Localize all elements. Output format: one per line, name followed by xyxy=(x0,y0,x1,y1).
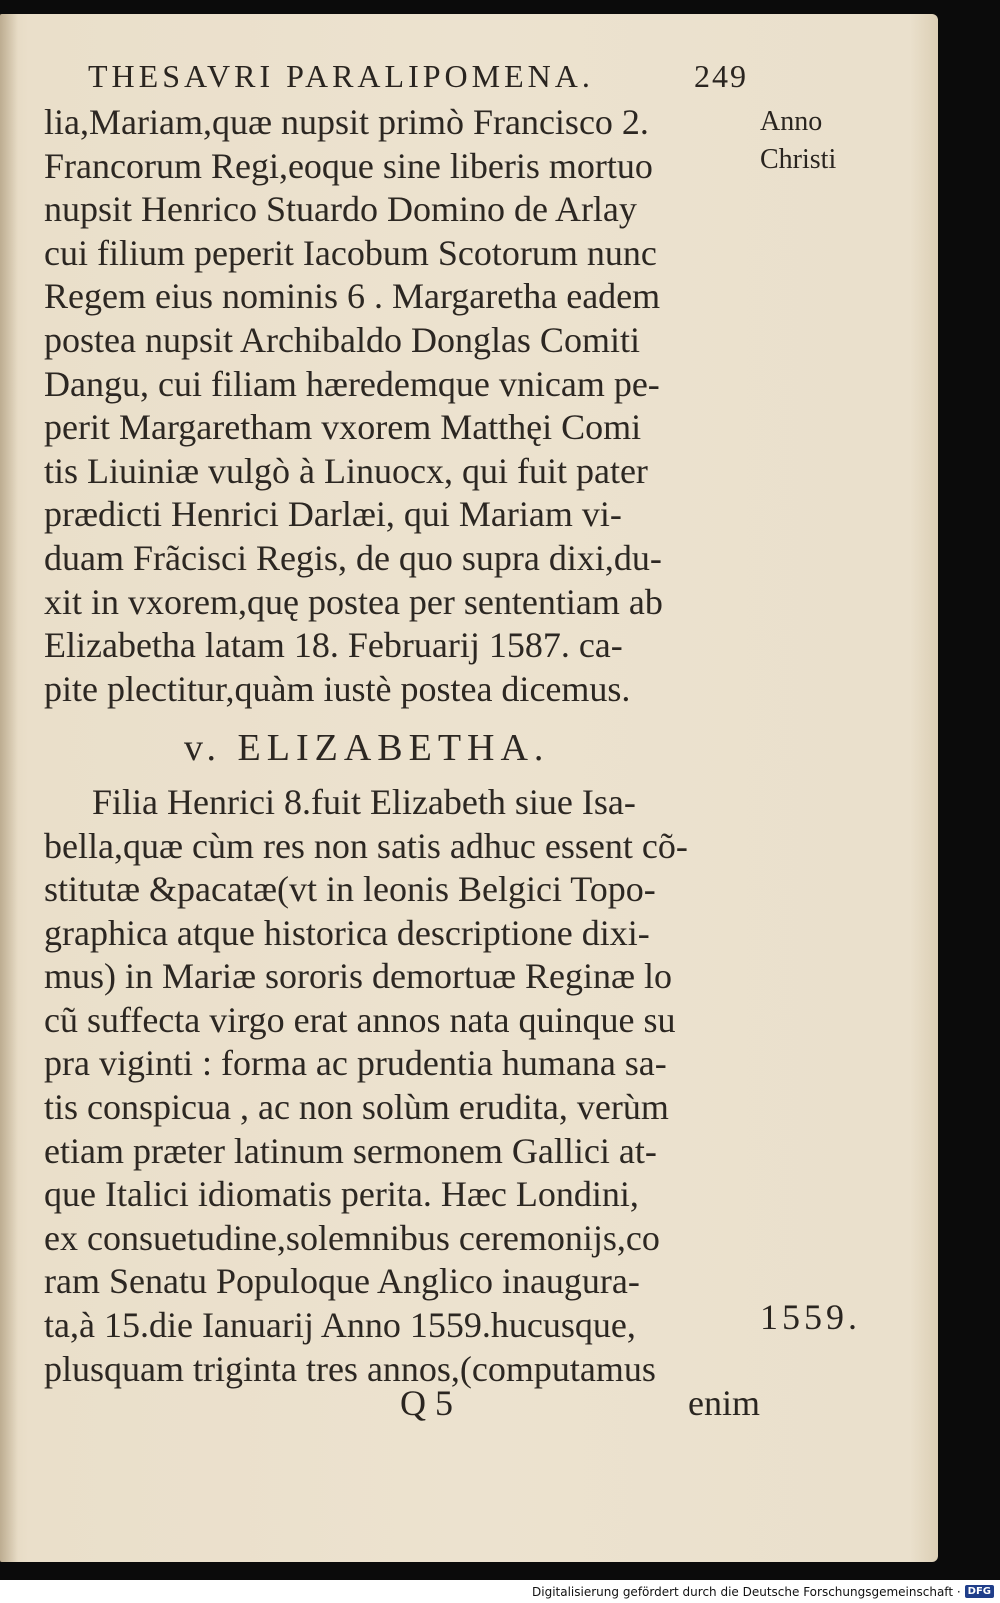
dfg-logo: DFG xyxy=(965,1585,994,1598)
text-line: Regem eius nominis 6 . Margaretha eadem xyxy=(44,276,661,317)
digitization-credit-bar xyxy=(0,1580,1000,1603)
running-head-title: THESAVRI PARALIPOMENA. xyxy=(88,58,594,94)
text-line: pite plectitur,quàm iustè postea dicemus. xyxy=(44,668,631,709)
text-line: Francorum Regi,eoque sine liberis mortuo xyxy=(44,145,653,186)
text-line: Filia Henrici 8.fuit Elizabeth siue Isa- xyxy=(92,781,636,822)
text-line: ta,à 15.die Ianuarij Anno 1559.hucusque, xyxy=(44,1305,636,1346)
text-line: ex consuetudine,solemnibus ceremonijs,co xyxy=(44,1217,660,1258)
text-line: bella,quæ cùm res non satis adhuc essent cõ- xyxy=(44,825,688,866)
text-line: tis Liuiniæ vulgò à Linuocx, qui fuit pater xyxy=(44,450,648,491)
text-line: postea nupsit Archibaldo Donglas Comiti xyxy=(44,319,640,360)
catchword: enim xyxy=(688,1383,760,1423)
text-line: lia,Mariam,quæ nupsit primò Francisco 2. xyxy=(44,102,649,142)
text-line: Dangu, cui filiam hæredemque vnicam pe- xyxy=(44,363,660,404)
text-line: ram Senatu Populoque Anglico inaugura- xyxy=(44,1261,640,1302)
text-line: pra viginti : forma ac prudentia humana sa- xyxy=(44,1043,667,1084)
text-line: xit in vxorem,quę postea per sententiam ab xyxy=(44,581,663,622)
margin-year: 1559. xyxy=(760,1297,861,1337)
running-head xyxy=(88,58,748,95)
text-line: prædicti Henrici Darlæi, qui Mariam vi- xyxy=(44,494,622,535)
page-footer-marks xyxy=(400,1382,760,1424)
section-heading: v. ELIZABETHA. xyxy=(184,727,550,770)
text-line: stitutæ &pacatæ(vt in leonis Belgici Topo- xyxy=(44,869,656,910)
text-line: plusquam triginta tres annos,(computamus xyxy=(44,1348,656,1389)
text-line: duam Frãcisci Regis, de quo supra dixi,du- xyxy=(44,537,662,578)
page-gutter-shadow xyxy=(0,14,18,1562)
text-line: etiam præter latinum sermonem Gallici at- xyxy=(44,1130,657,1171)
text-line: cui filium peperit Iacobum Scotorum nunc xyxy=(44,232,657,273)
text-line: Elizabetha latam 18. Februarij 1587. ca- xyxy=(44,625,623,666)
text-line: cũ suffecta virgo erat annos nata quinque su xyxy=(44,999,676,1040)
text-line: nupsit Henrico Stuardo Domino de Arlay xyxy=(44,189,637,230)
text-line: tis conspicua , ac non solùm erudita, verùm xyxy=(44,1087,669,1128)
text-line: perit Margaretham vxorem Matthęi Comi xyxy=(44,407,642,448)
text-line: graphica atque historica descriptione dixi- xyxy=(44,912,650,953)
page-number: 249 xyxy=(694,58,748,94)
margin-note-line: Anno xyxy=(760,106,823,137)
signature-mark: Q 5 xyxy=(400,1383,453,1423)
digitization-credit: Digitalisierung gefördert durch die Deutsche Forschungsgemeinschaft · xyxy=(532,1584,961,1599)
text-line: mus) in Mariæ sororis demortuæ Reginæ lo xyxy=(44,956,672,997)
text-line: que Italici idiomatis perita. Hæc Londini, xyxy=(44,1174,639,1215)
margin-note-line: Christi xyxy=(760,144,837,175)
body-text xyxy=(44,101,784,1391)
